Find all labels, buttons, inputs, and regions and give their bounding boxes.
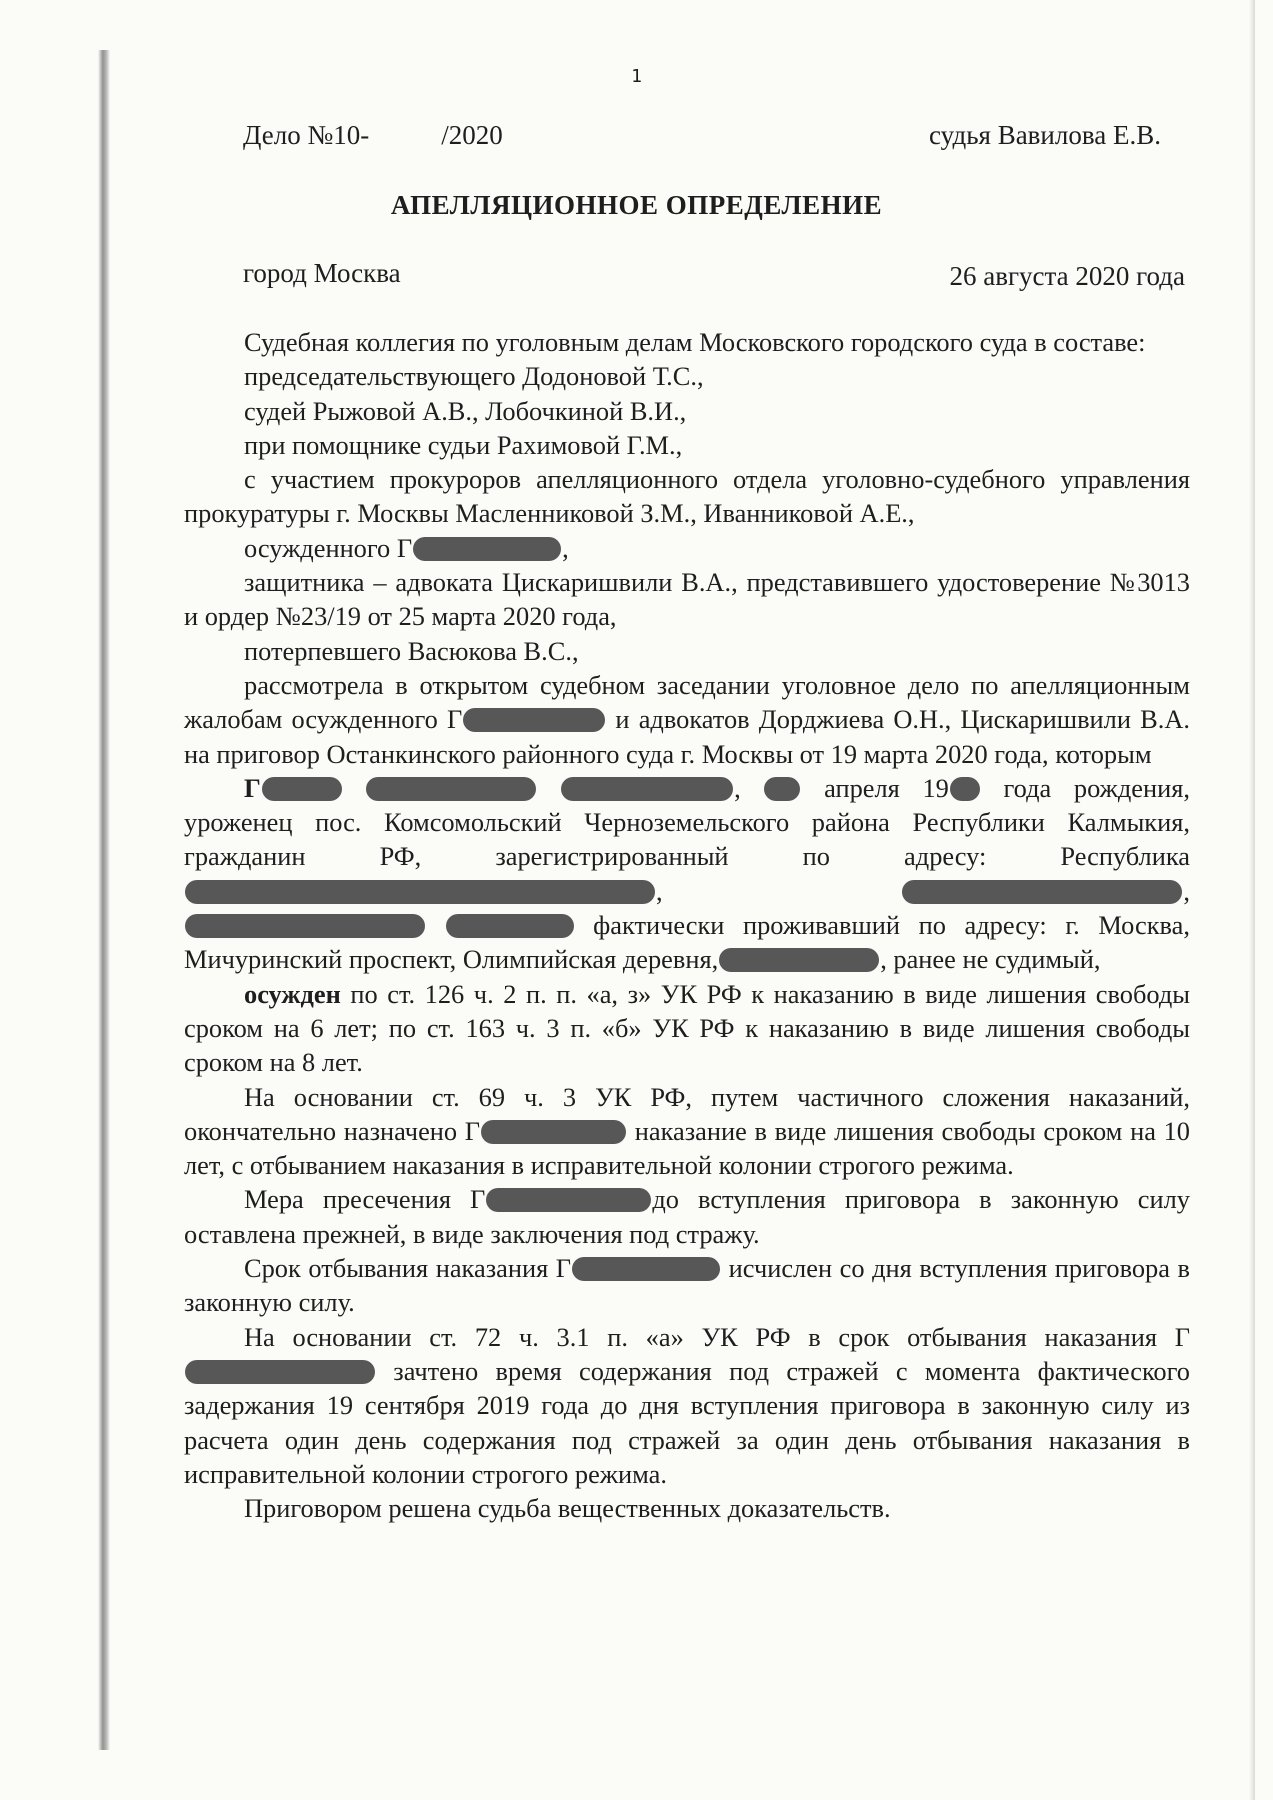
person-birth: года рождения, уроженец пос. Комсомольский Черноземельского района Республики Калмыкия, гражданин РФ, зарегистрированный по адресу: Республика — [184, 772, 1190, 872]
address-comma-2: , — [1183, 875, 1190, 906]
assistant: при помощнике судьи Рахимовой Г.М., — [244, 429, 683, 460]
redaction — [481, 1120, 626, 1144]
redaction — [486, 1188, 651, 1212]
document-title: АПЕЛЛЯЦИОННОЕ ОПРЕДЕЛЕНИЕ — [390, 190, 883, 220]
convicted-prefix: осужденного Г — [244, 532, 413, 563]
case-prefix: Дело №10- — [243, 120, 370, 150]
art69-b: наказание в виде лишения свободы сроком на 10 лет, с отбыванием наказания в исправительной колонии строгого режима. — [184, 1115, 1190, 1181]
presiding-judge: председательствующего Додоновой Т.С., — [244, 361, 704, 392]
term-a: Срок отбывания наказания Г — [244, 1253, 572, 1284]
person-actual: фактически проживавший по адресу: г. Москва, Мичуринский проспект, Олимпийская деревня, — [184, 910, 1190, 975]
prosecutors: с участием прокуроров апелляционного отдела уголовно-судебного управления прокуратуры г. Москвы Масленниковой З.М., Иванниковой А.Е., — [184, 464, 1190, 529]
evidence: Приговором решена судьба вещественных доказательств. — [244, 1493, 891, 1524]
judges: судей Рыжовой А.В., Лобочкиной В.И., — [244, 395, 687, 426]
considered-paragraph — [184, 668, 1190, 771]
redaction — [764, 777, 800, 801]
redaction — [446, 914, 574, 938]
person-no-record: , ранее не судимый, — [880, 944, 1101, 975]
convicted-suffix: , — [562, 532, 569, 563]
person-april: апреля 19 — [801, 772, 949, 803]
case-suffix: /2020 — [441, 120, 503, 150]
considered-b: и адвокатов Дорджиева О.Н., Цискаришвили В.А. на приговор Останкинского районного суда г. Москвы от 19 марта 2020 года, которым — [184, 704, 1190, 769]
paragraph-intro: Судебная коллегия по уголовным делам Московского городского суда в составе: — [244, 327, 1146, 357]
page-number: 1 — [631, 66, 642, 87]
term-paragraph — [184, 1251, 1190, 1320]
redaction — [262, 777, 342, 801]
scan-edge-shadow — [98, 50, 110, 1750]
defender: защитника – адвоката Цискаришвили В.А., представившего удостоверение №3013 и ордер №23/19 от 25 марта 2020 года, — [184, 567, 1190, 632]
measure-a: Мера пресечения Г — [244, 1184, 486, 1215]
address-comma-1: , — [656, 875, 663, 906]
redaction — [572, 1257, 720, 1281]
measure-b: до вступления приговора в законную силу оставлена прежней, в виде заключения под стражу. — [184, 1184, 1190, 1249]
redaction — [185, 880, 655, 904]
sentenced-bold: осужден — [244, 978, 341, 1009]
measure-paragraph — [184, 1182, 1190, 1251]
redaction — [719, 948, 879, 972]
document-body — [184, 325, 1190, 1525]
term-b: исчислен со дня вступления приговора в законную силу. — [184, 1253, 1190, 1318]
victim: потерпевшего Васюкова В.С., — [244, 635, 579, 666]
redaction — [902, 880, 1182, 904]
date: 26 августа 2020 года — [949, 261, 1185, 291]
case-number — [243, 120, 503, 151]
redaction — [185, 1360, 375, 1384]
place: город Москва — [243, 258, 401, 288]
art72-b: зачтено время содержания под стражей с момента фактического задержания 19 сентября 2019 года до дня вступления приговора в законную силу из расчета один день содержания под стражей за один день отбывания наказания в исправительной колонии строгого режима. — [184, 1355, 1190, 1489]
art72-a: На основании ст. 72 ч. 3.1 п. «а» УК РФ в срок отбывания наказания Г — [244, 1321, 1190, 1352]
redaction — [463, 708, 605, 732]
convicted — [184, 531, 1190, 565]
art72-paragraph — [184, 1320, 1190, 1491]
art69-paragraph — [184, 1080, 1190, 1183]
redaction — [561, 777, 733, 801]
redaction — [950, 777, 980, 801]
person-initial: Г — [244, 772, 261, 803]
sentence-paragraph — [184, 977, 1190, 1080]
redaction — [366, 777, 536, 801]
scan-edge-right — [1249, 0, 1255, 1800]
person-comma: , — [734, 772, 741, 803]
redaction — [185, 914, 425, 938]
judge-name: судья Вавилова Е.В. — [929, 120, 1161, 150]
person-paragraph — [184, 771, 1190, 977]
sentenced-text: по ст. 126 ч. 2 п. п. «а, з» УК РФ к наказанию в виде лишения свободы сроком на 6 лет; по ст. 163 ч. 3 п. «б» УК РФ к наказанию в виде лишения свободы сроком на 8 лет. — [184, 978, 1190, 1078]
considered-a: рассмотрела в открытом судебном заседании уголовное дело по апелляционным жалобам осужденного Г — [184, 669, 1190, 735]
redaction — [413, 537, 561, 561]
art69-a: На основании ст. 69 ч. 3 УК РФ, путем частичного сложения наказаний, окончательно назначено Г — [184, 1081, 1190, 1146]
